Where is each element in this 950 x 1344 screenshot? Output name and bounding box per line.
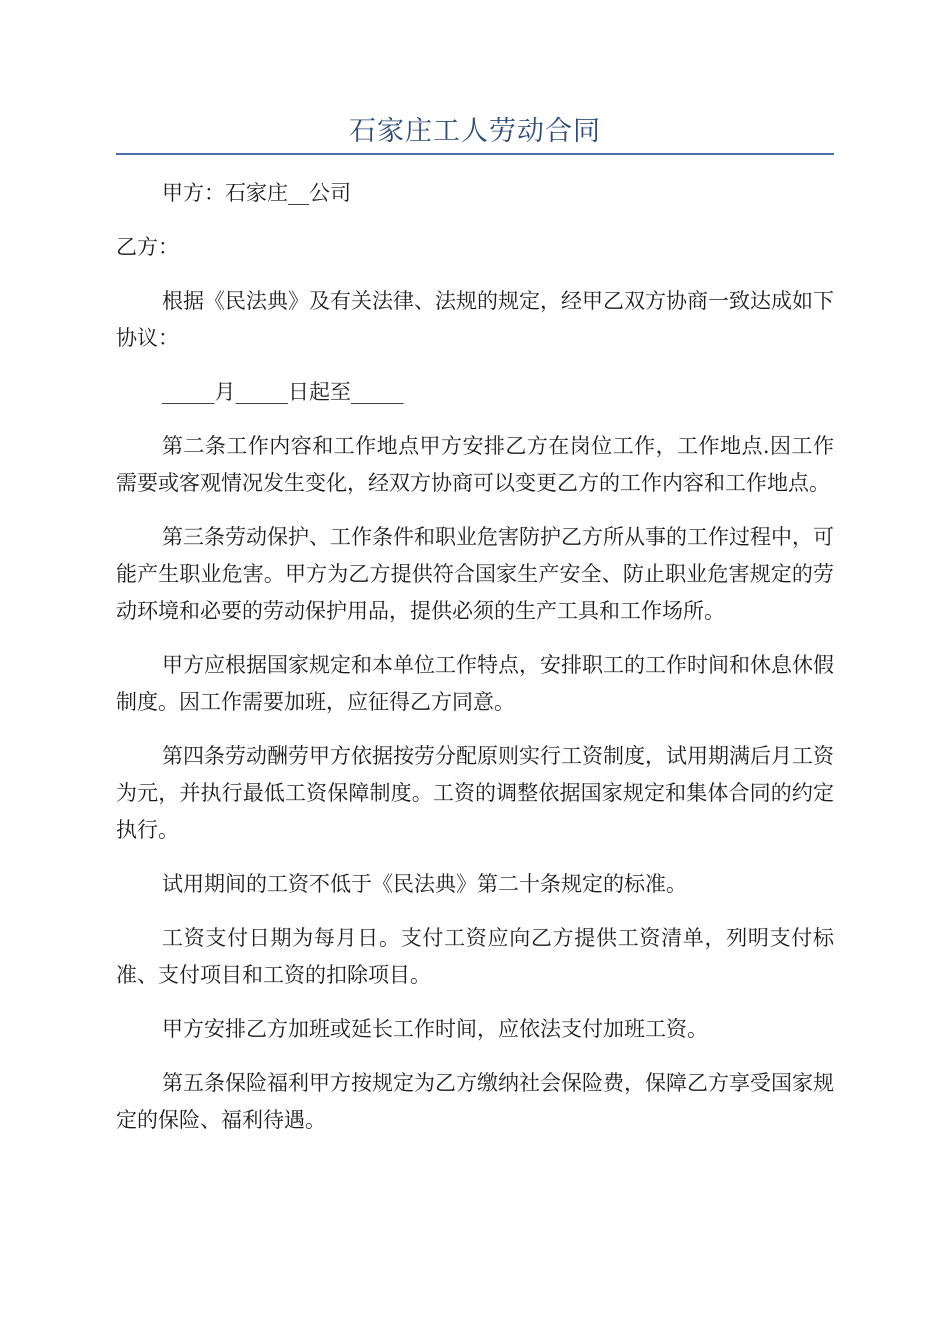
paragraph: 工资支付日期为每月日。支付工资应向乙方提供工资清单，列明支付标准、支付项目和工资的扣除项目。 xyxy=(116,926,834,987)
paragraph: 甲方应根据国家规定和本单位工作特点，安排职工的工作时间和休息休假制度。因工作需要加班，应征得乙方同意。 xyxy=(116,653,834,714)
paragraph: 甲方安排乙方加班或延长工作时间，应依法支付加班工资。 xyxy=(162,1017,708,1041)
paragraph: 第五条保险福利甲方按规定为乙方缴纳社会保险费，保障乙方享受国家规定的保险、福利待遇。 xyxy=(116,1071,834,1132)
paragraph: 第三条劳动保护、工作条件和职业危害防护乙方所从事的工作过程中，可能产生职业危害。甲方为乙方提供符合国家生产安全、防止职业危害规定的劳动环境和必要的劳动保护用品，提供必须的生产工具和工作场所。 xyxy=(116,525,834,623)
term-date-line: _____月_____日起至_____ xyxy=(162,380,404,404)
document-title: 石家庄工人劳动合同 xyxy=(349,116,601,147)
paragraph: 试用期间的工资不低于《民法典》第二十条规定的标准。 xyxy=(162,872,687,896)
paragraph: 第四条劳动酬劳甲方依据按劳分配原则实行工资制度，试用期满后月工资为元，并执行最低工资保障制度。工资的调整依据国家规定和集体合同的约定执行。 xyxy=(116,744,834,842)
party-a-line: 甲方：石家庄__公司 xyxy=(162,181,351,205)
document-body xyxy=(116,175,834,1156)
paragraph: 根据《民法典》及有关法律、法规的规定，经甲乙双方协商一致达成如下协议： xyxy=(116,289,834,350)
paragraph: 第二条工作内容和工作地点甲方安排乙方在岗位工作，工作地点.因工作需要或客观情况发生变化，经双方协商可以变更乙方的工作内容和工作地点。 xyxy=(116,434,834,495)
title-underline xyxy=(116,153,834,155)
party-b-line: 乙方： xyxy=(116,235,179,259)
